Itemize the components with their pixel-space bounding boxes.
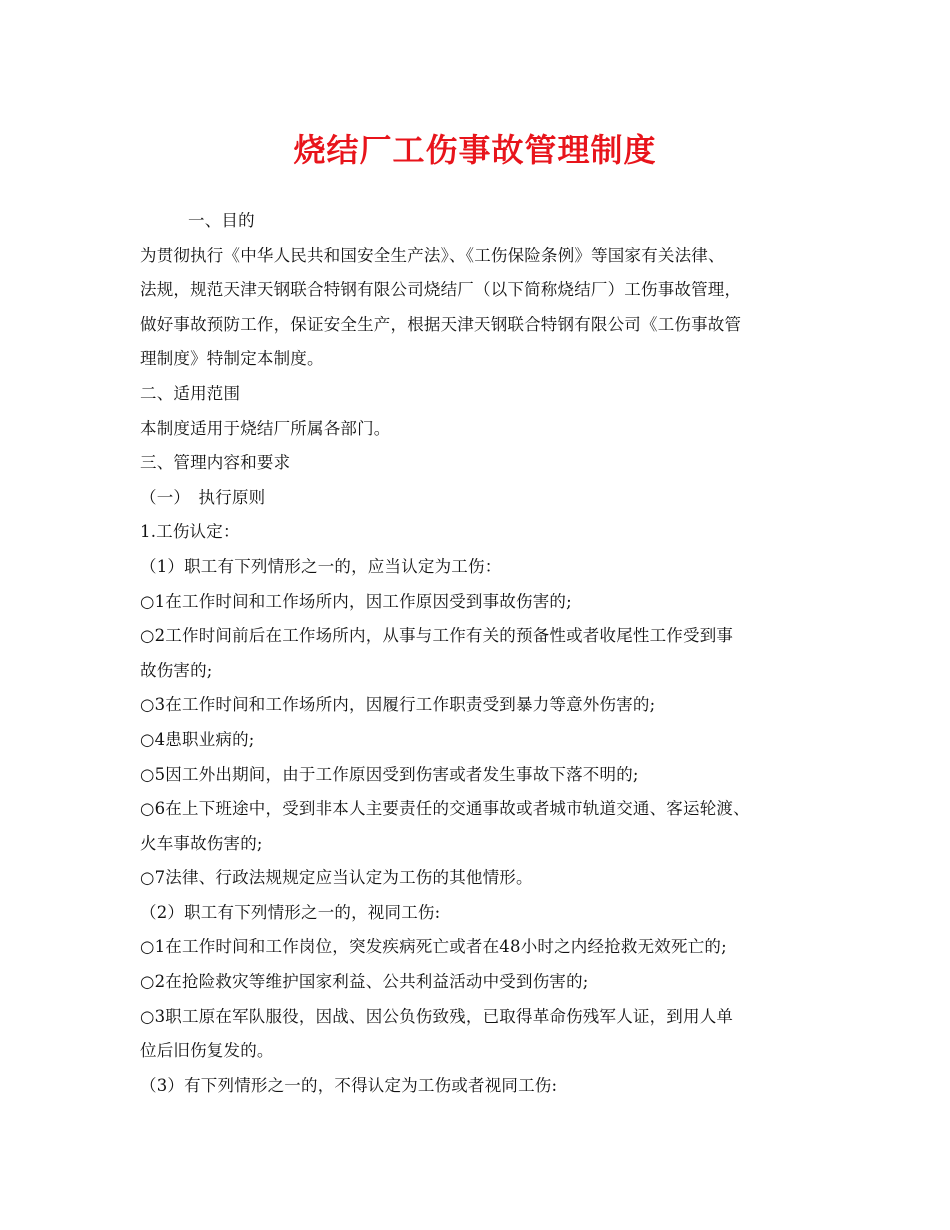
section-heading-requirements: 三、管理内容和要求 <box>140 453 291 473</box>
subsection-heading: （一） 执行原则 <box>140 487 266 507</box>
list-item-continuation: 位后旧伤复发的。 <box>140 1041 274 1061</box>
list-item: ○7法律、行政法规规定应当认定为工伤的其他情形。 <box>140 868 533 888</box>
paragraph-line: 为贯彻执行《中华人民共和国安全生产法》、《工伤保险条例》等国家有关法律、 <box>140 245 725 265</box>
clause-heading: （1）职工有下列情形之一的，应当认定为工伤： <box>140 556 502 576</box>
list-item: ○2在抢险救灾等维护国家利益、公共利益活动中受到伤害的; <box>140 972 589 992</box>
list-item: ○1在工作时间和工作岗位，突发疾病死亡或者在48小时之内经抢救无效死亡的; <box>140 937 727 957</box>
page-title: 烧结厂工伤事故管理制度 <box>293 131 657 169</box>
clause-heading: （2）职工有下列情形之一的，视同工伤: <box>140 902 441 922</box>
list-item: ○2工作时间前后在工作场所内，从事与工作有关的预备性或者收尾性工作受到事 <box>140 626 734 646</box>
paragraph-line: 本制度适用于烧结厂所属各部门。 <box>140 418 391 438</box>
section-heading-purpose: 一、目的 <box>188 211 255 230</box>
paragraph-line: 理制度》特制定本制度。 <box>140 349 324 369</box>
clause-heading: （3）有下列情形之一的，不得认定为工伤或者视同工伤: <box>140 1075 558 1095</box>
paragraph-line: 法规，规范天津天钢联合特钢有限公司烧结厂（以下简称烧结厂）工伤事故管理， <box>140 280 742 300</box>
list-item: ○6在上下班途中，受到非本人主要责任的交通事故或者城市轨道交通、客运轮渡、 <box>140 799 750 819</box>
list-item-continuation: 火车事故伤害的; <box>140 833 263 853</box>
list-item: ○5因工外出期间，由于工作原因受到伤害或者发生事故下落不明的; <box>140 764 639 784</box>
list-item: ○3职工原在军队服役，因战、因公负伤致残，已取得革命伤残军人证，到用人单 <box>140 1006 734 1026</box>
list-item-continuation: 故伤害的; <box>140 660 213 680</box>
document-body <box>140 204 830 1103</box>
paragraph-line: 做好事故预防工作，保证安全生产，根据天津天钢联合特钢有限公司《工伤事故管 <box>140 314 742 334</box>
item-heading: 1.工伤认定： <box>140 522 240 542</box>
list-item: ○1在工作时间和工作场所内，因工作原因受到事故伤害的; <box>140 591 572 611</box>
list-item: ○3在工作时间和工作场所内，因履行工作职责受到暴力等意外伤害的; <box>140 695 656 715</box>
list-item: ○4患职业病的; <box>140 729 255 749</box>
section-heading-scope: 二、适用范围 <box>140 383 241 403</box>
